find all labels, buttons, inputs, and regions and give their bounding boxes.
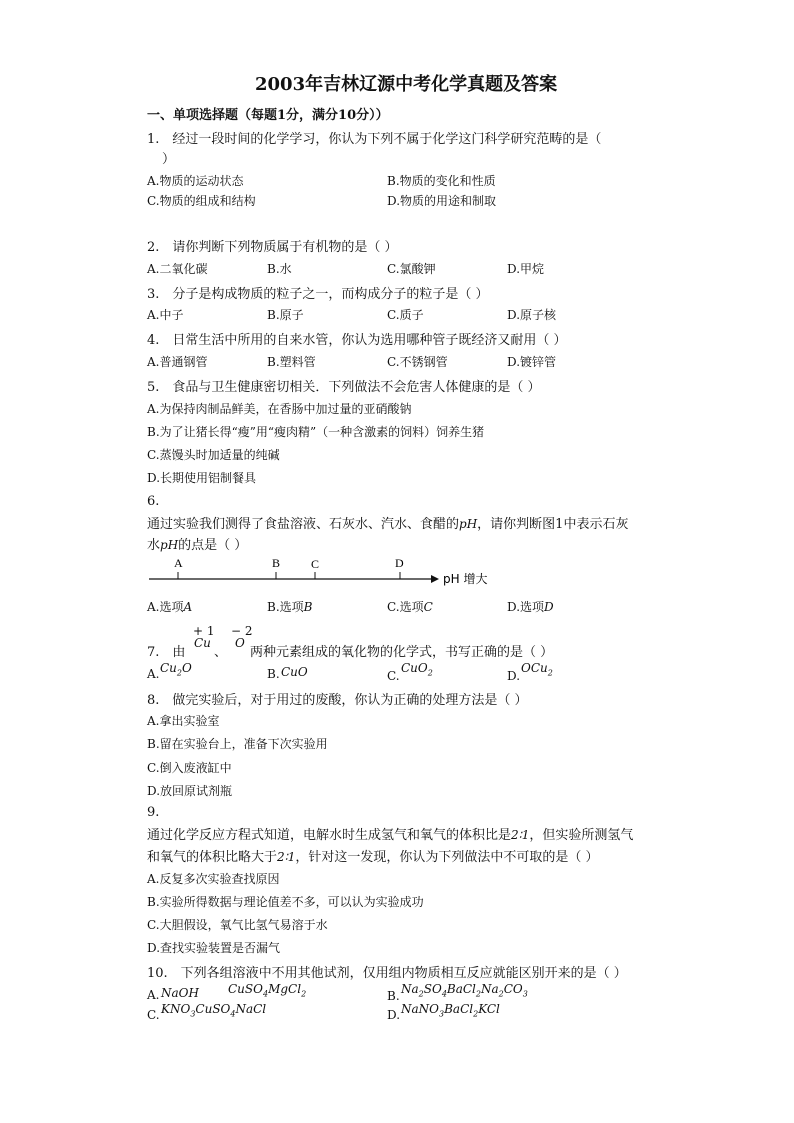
q5-option-d: D.长期使用铝制餐具 <box>147 471 257 485</box>
question-1: 1. 经过一段时间的化学学习，你认为下列不属于化学这门科学研究范畴的是（ <box>147 132 602 147</box>
q10-c-p1: KNO <box>161 1002 191 1016</box>
question-8: 8. 做完实验后，对于用过的废酸，你认为正确的处理方法是（ ） <box>147 693 528 708</box>
q4-option-a: A.普通钢管 <box>147 355 208 369</box>
cu-valence: + 1 <box>193 624 215 638</box>
q9-ratio-2: 2∶1 <box>277 850 296 864</box>
q10-b-s3: 2 <box>475 989 481 999</box>
q6-option-b-math: B <box>303 600 313 614</box>
o-valence: − 2 <box>231 624 253 638</box>
point-label-a: A <box>174 556 183 570</box>
q6-option-b <box>267 598 312 615</box>
q10-formula-c <box>161 1002 266 1018</box>
q10-formula-d <box>401 1002 500 1018</box>
q7-a-part1: Cu <box>160 661 177 675</box>
q7-a-part2: O <box>182 661 192 675</box>
point-label-c: C <box>311 557 320 571</box>
q8-option-c: C.倒入废液缸中 <box>147 761 232 775</box>
q1-option-a: A.物质的运动状态 <box>147 174 244 188</box>
q6-ph-2: pH <box>160 538 179 552</box>
q10-option-a: A. <box>147 988 160 1002</box>
q6-option-d-math: D <box>544 600 554 614</box>
q6-option-d-label: D.选项 <box>507 600 545 614</box>
q8-option-b: B.留在实验台上，准备下次实验用 <box>147 737 328 751</box>
q9-option-c: C.大胆假设，氧气比氢气易溶于水 <box>147 918 328 932</box>
q2-option-d: D.甲烷 <box>507 262 545 276</box>
q6-text-a: 通过实验我们测得了食盐溶液、石灰水、汽水、食醋的 <box>147 517 460 532</box>
question-5: 5. 食品与卫生健康密切相关．下列做法不会危害人体健康的是（ ） <box>147 380 541 395</box>
q3-option-c: C.质子 <box>387 308 424 322</box>
q10-b-s2: 4 <box>441 989 447 999</box>
question-7: 两种元素组成的氧化物的化学式，书写正确的是（ ） <box>250 645 554 660</box>
question-6-number: 6. <box>147 494 160 509</box>
q7-option-d: D. <box>507 669 521 683</box>
q9-text-a: 通过化学反应方程式知道，电解水时生成氢气和氧气的体积比是 <box>147 828 512 843</box>
question-1-cont: ） <box>162 152 176 167</box>
point-label-b: B <box>272 556 281 570</box>
q7-d-part1: OCu <box>521 661 548 675</box>
q2-option-c: C.氯酸钾 <box>387 262 436 276</box>
q10-c-s1: 3 <box>190 1009 196 1019</box>
q10-d-p2: BaCl <box>444 1002 474 1016</box>
q2-option-b: B.水 <box>267 262 292 276</box>
q2-option-a: A.二氧化碳 <box>147 262 208 276</box>
question-2: 2. 请你判断下列物质属于有机物的是（ ） <box>147 240 398 255</box>
q10-b-p5: CO <box>503 982 523 996</box>
q4-option-d: D.镀锌管 <box>507 355 557 369</box>
question-7-prefix: 7. 由 <box>147 645 186 660</box>
q7-formula-d <box>521 661 553 677</box>
q7-d-sub: 2 <box>547 668 553 678</box>
point-label-d: D <box>395 556 404 570</box>
q6-text-b: ，请你判断图1中表示石灰 <box>477 517 629 532</box>
q10-a-p2: MgCl <box>268 982 302 996</box>
q6-option-d <box>507 598 554 615</box>
q10-b-s1: 2 <box>418 989 424 999</box>
q6-option-c-label: C.选项 <box>387 600 424 614</box>
q10-b-s4: 2 <box>498 989 504 999</box>
q4-option-b: B.塑料管 <box>267 355 316 369</box>
q7-c-part1: CuO <box>401 661 428 675</box>
q10-c-p3: NaCl <box>235 1002 267 1016</box>
question-10: 10. 下列各组溶液中不用其他试剂，仅用组内物质相互反应就能区别开来的是（ ） <box>147 966 627 981</box>
page-title: 2003年吉林辽源中考化学真题及答案 <box>255 74 558 95</box>
q10-d-p3: KCl <box>478 1002 500 1016</box>
q10-b-p3: BaCl <box>446 982 476 996</box>
q3-option-a: A.中子 <box>147 308 184 322</box>
q6-text-c: 水 <box>147 538 161 553</box>
q7-a-sub: 2 <box>176 668 183 678</box>
q6-ph: pH <box>459 517 478 531</box>
q7-cu: Cu <box>194 636 211 650</box>
q9-option-a: A.反复多次实验查找原因 <box>147 872 280 886</box>
q4-option-c: C.不锈钢管 <box>387 355 448 369</box>
q10-a-s2: 2 <box>301 989 307 999</box>
q7-o: O <box>235 636 245 650</box>
q10-c-p2: CuSO <box>195 1002 231 1016</box>
q6-option-c <box>387 598 433 615</box>
q6-option-b-label: B.选项 <box>267 600 304 614</box>
q1-option-d: D.物质的用途和制取 <box>387 194 497 208</box>
q8-option-a: A.拿出实验室 <box>147 714 220 728</box>
q9-option-d: D.查找实验装置是否漏气 <box>147 941 281 955</box>
q7-formula-b: CuO <box>281 665 308 679</box>
question-9-number: 9. <box>147 805 160 820</box>
ph-number-line <box>147 552 507 592</box>
question-3: 3. 分子是构成物质的粒子之一，而构成分子的粒子是（ ） <box>147 287 489 302</box>
q10-option-c: C. <box>147 1008 160 1022</box>
axis-label: pH 增大 <box>443 572 488 586</box>
q10-option-b: B. <box>387 989 400 1003</box>
q10-a-s1: 4 <box>262 989 269 999</box>
q9-ratio: 2∶1 <box>511 828 530 842</box>
section-heading: 一、单项选择题（每题1分，满分10分）） <box>147 108 389 123</box>
q7-option-a: A. <box>147 667 160 681</box>
q3-option-d: D.原子核 <box>507 308 557 322</box>
q6-option-a-label: A.选项 <box>147 600 184 614</box>
q10-a-p1: CuSO <box>228 982 263 996</box>
q3-option-b: B.原子 <box>267 308 304 322</box>
q7-formula-c <box>401 661 433 677</box>
q9-text-c: 和氧气的体积比略大于 <box>147 850 278 865</box>
q10-d-s2: 2 <box>473 1009 479 1019</box>
q10-formula-a1: NaOH <box>161 986 199 1000</box>
q6-text-d: 的点是（ ） <box>178 538 248 553</box>
question-9-line1 <box>147 824 633 843</box>
q9-text-b: ，但实验所测氢气 <box>529 828 634 843</box>
q10-d-s1: 3 <box>439 1009 445 1019</box>
q10-option-d: D. <box>387 1008 401 1022</box>
q5-option-b: B.为了让猪长得“瘦”用“瘦肉精”（一种含激素的饲料）饲养生猪 <box>147 425 485 439</box>
q10-formula-b <box>401 982 528 998</box>
q1-option-b: B.物质的变化和性质 <box>387 174 496 188</box>
q5-option-a: A.为保持肉制品鲜美，在香肠中加过量的亚硝酸钠 <box>147 402 412 416</box>
q9-text-d: ，针对这一发现，你认为下列做法中不可取的是（ ） <box>295 850 599 865</box>
q6-option-c-math: C <box>423 600 433 614</box>
q6-option-a <box>147 598 192 615</box>
question-6-line2 <box>147 534 247 553</box>
question-9-line2 <box>147 846 599 865</box>
q10-b-p2: SO <box>423 982 442 996</box>
question-6-line1 <box>147 513 628 532</box>
q5-option-c: C.蒸馒头时加适量的纯碱 <box>147 448 280 462</box>
question-4: 4. 日常生活中所用的自来水管，你认为选用哪种管子既经济又耐用（ ） <box>147 333 567 348</box>
axis-arrow <box>431 575 439 583</box>
q1-option-c: C.物质的组成和结构 <box>147 194 256 208</box>
q7-option-c: C. <box>387 669 400 683</box>
q7-formula-a <box>160 661 192 677</box>
q10-c-s2: 4 <box>230 1009 236 1019</box>
q6-option-a-math: A <box>183 600 193 614</box>
q10-formula-a2 <box>228 982 306 998</box>
q10-b-p4: Na <box>481 982 499 996</box>
q7-sep: 、 <box>214 645 228 660</box>
q9-option-b: B.实验所得数据与理论值差不多，可以认为实验成功 <box>147 895 424 909</box>
q10-b-s5: 3 <box>522 989 528 999</box>
q7-option-b: B. <box>267 667 280 681</box>
q8-option-d: D.放回原试剂瓶 <box>147 784 233 798</box>
q7-c-sub: 2 <box>427 668 433 678</box>
q10-b-p1: Na <box>401 982 419 996</box>
q10-d-p1: NaNO <box>401 1002 439 1016</box>
